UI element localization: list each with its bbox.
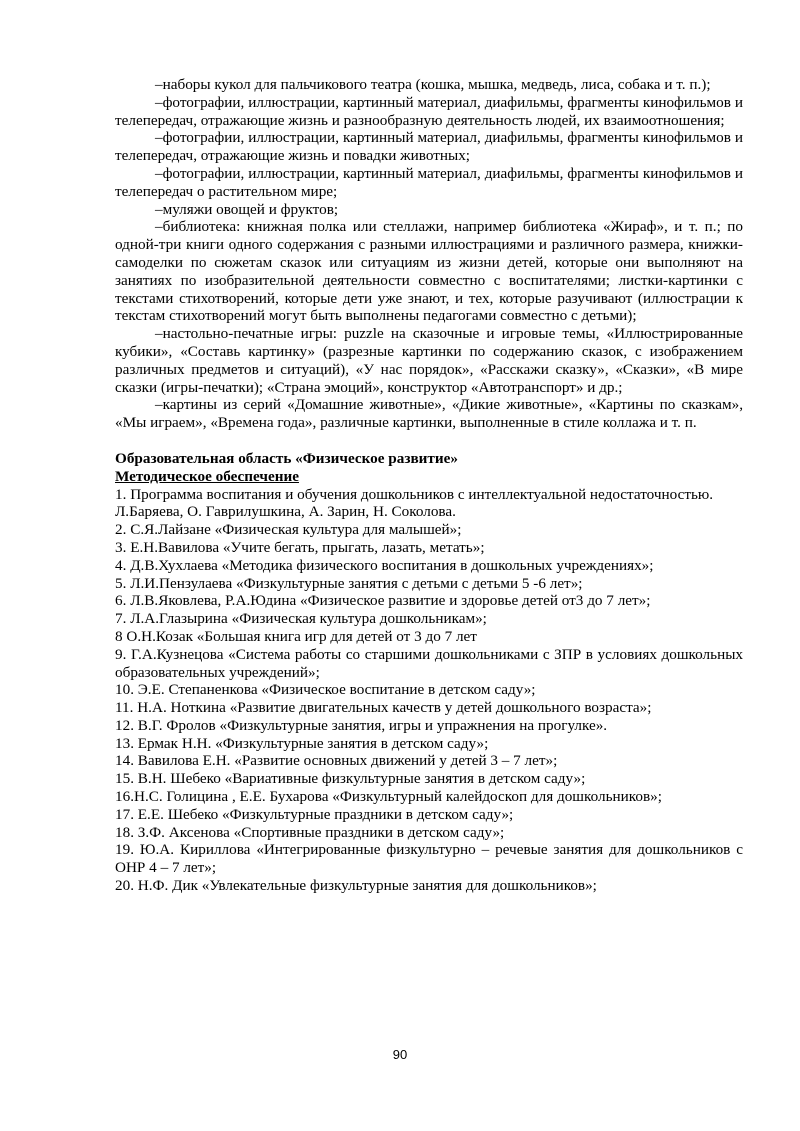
list-item: –картины из серий «Домашние животные», «Дикие животные», «Картины по сказкам», «Мы играем», «Времена года», различные картинки, выполненные в стиле коллажа и т. п. [115, 396, 743, 432]
reference-item: 13. Ермак Н.Н. «Физкультурные занятия в детском саду»; [115, 734, 489, 752]
list-item: –фотографии, иллюстрации, картинный материал, диафильмы, фрагменты кинофильмов и телепередач о растительном мире; [115, 164, 743, 200]
reference-item: 14. Вавилова Е.Н. «Развитие основных движений у детей 3 – 7 лет»; [115, 752, 558, 770]
reference-item: 10. Э.Е. Степаненкова «Физическое воспитание в детском саду»; [115, 681, 536, 699]
reference-item: 7. Л.А.Глазырина «Физическая культура дошкольникам»; [115, 610, 487, 628]
section-title: Образовательная область «Физическое развитие» [115, 449, 458, 467]
reference-item: 11. Н.А. Ноткина «Развитие двигательных качеств у детей дошкольного возраста»; [115, 699, 652, 717]
page-number: 90 [392, 1047, 408, 1062]
reference-item: 9. Г.А.Кузнецова «Система работы со старшими дошкольниками с ЗПР в условиях дошкольных образовательных учреждений»; [115, 645, 743, 681]
reference-item: 4. Д.В.Хухлаева «Методика физического воспитания в дошкольных учреждениях»; [115, 556, 654, 574]
reference-item: 2. С.Я.Лайзане «Физическая культура для малышей»; [115, 521, 462, 539]
reference-item: 15. В.Н. Шебеко «Вариативные физкультурные занятия в детском саду»; [115, 770, 586, 788]
list-item: –библиотека: книжная полка или стеллажи, например библиотека «Жираф», и т. п.; по одной-три книги одного содержания с разными иллюстрациями и различного размера, книжки-самоделки по сюжетам сказок или ситуациям из жизни детей, которые они выполняют на занятиях по изобразительной деятельности совместно с воспитателями; листки-картинки с текстами стихотворений, которые дети уже знают, и тех, которые разучивают (иллюстрации к текстам стихотворений могут быть выполнены педагогами совместно с детьми); [115, 218, 743, 325]
reference-item: 16.Н.С. Голицина , Е.Е. Бухарова «Физкультурный калейдоскоп для дошкольников»; [115, 788, 662, 806]
subsection-title: Методическое обеспечение [115, 467, 299, 485]
list-item: –настольно-печатные игры: puzzle на сказочные и игровые темы, «Иллюстрированные кубики», «Составь картинку» (разрезные картинки по содержанию сказок, с изображением различных предметов и ситуаций), «У нас порядок», «Расскажи сказку», «Сказки», «В мире сказки (игры-печатки); «Страна эмоций», конструктор «Автотранспорт» и др.; [115, 325, 743, 396]
reference-item: 12. В.Г. Фролов «Физкультурные занятия, игры и упражнения на прогулке». [115, 716, 608, 734]
reference-item: 5. Л.И.Пензулаева «Физкультурные занятия с детьми с детьми 5 -6 лет»; [115, 574, 583, 592]
reference-item: 20. Н.Ф. Дик «Увлекательные физкультурные занятия для дошкольников»; [115, 877, 597, 895]
reference-item: 3. Е.Н.Вавилова «Учите бегать, прыгать, лазать, метать»; [115, 538, 485, 556]
list-item: –фотографии, иллюстрации, картинный материал, диафильмы, фрагменты кинофильмов и телепередач, отражающие жизнь и повадки животных; [115, 129, 743, 165]
list-item: –фотографии, иллюстрации, картинный материал, диафильмы, фрагменты кинофильмов и телепередач, отражающие жизнь и разнообразную деятельность людей, их взаимоотношения; [115, 93, 743, 129]
reference-item: 6. Л.В.Яковлева, Р.А.Юдина «Физическое развитие и здоровье детей от3 до 7 лет»; [115, 592, 651, 610]
page-content [115, 76, 743, 895]
reference-item: 19. Ю.А. Кириллова «Интегрированные физкультурно – речевые занятия для дошкольников с ОНР 4 – 7 лет»; [115, 841, 743, 877]
list-item: –муляжи овощей и фруктов; [155, 200, 339, 218]
reference-item: 18. З.Ф. Аксенова «Спортивные праздники в детском саду»; [115, 823, 505, 841]
reference-item: Л.Баряева, О. Гаврилушкина, А. Зарин, Н. Соколова. [115, 503, 456, 521]
section-spacer [115, 432, 743, 450]
reference-item: 17. Е.Е. Шебеко «Физкультурные праздники в детском саду»; [115, 805, 514, 823]
reference-item: 1. Программа воспитания и обучения дошкольников с интеллектуальной недостаточностью. [115, 485, 714, 503]
list-item: –наборы кукол для пальчикового театра (кошка, мышка, медведь, лиса, собака и т. п.); [155, 76, 711, 93]
reference-item: 8 О.Н.Козак «Большая книга игр для детей от 3 до 7 лет [115, 627, 477, 645]
